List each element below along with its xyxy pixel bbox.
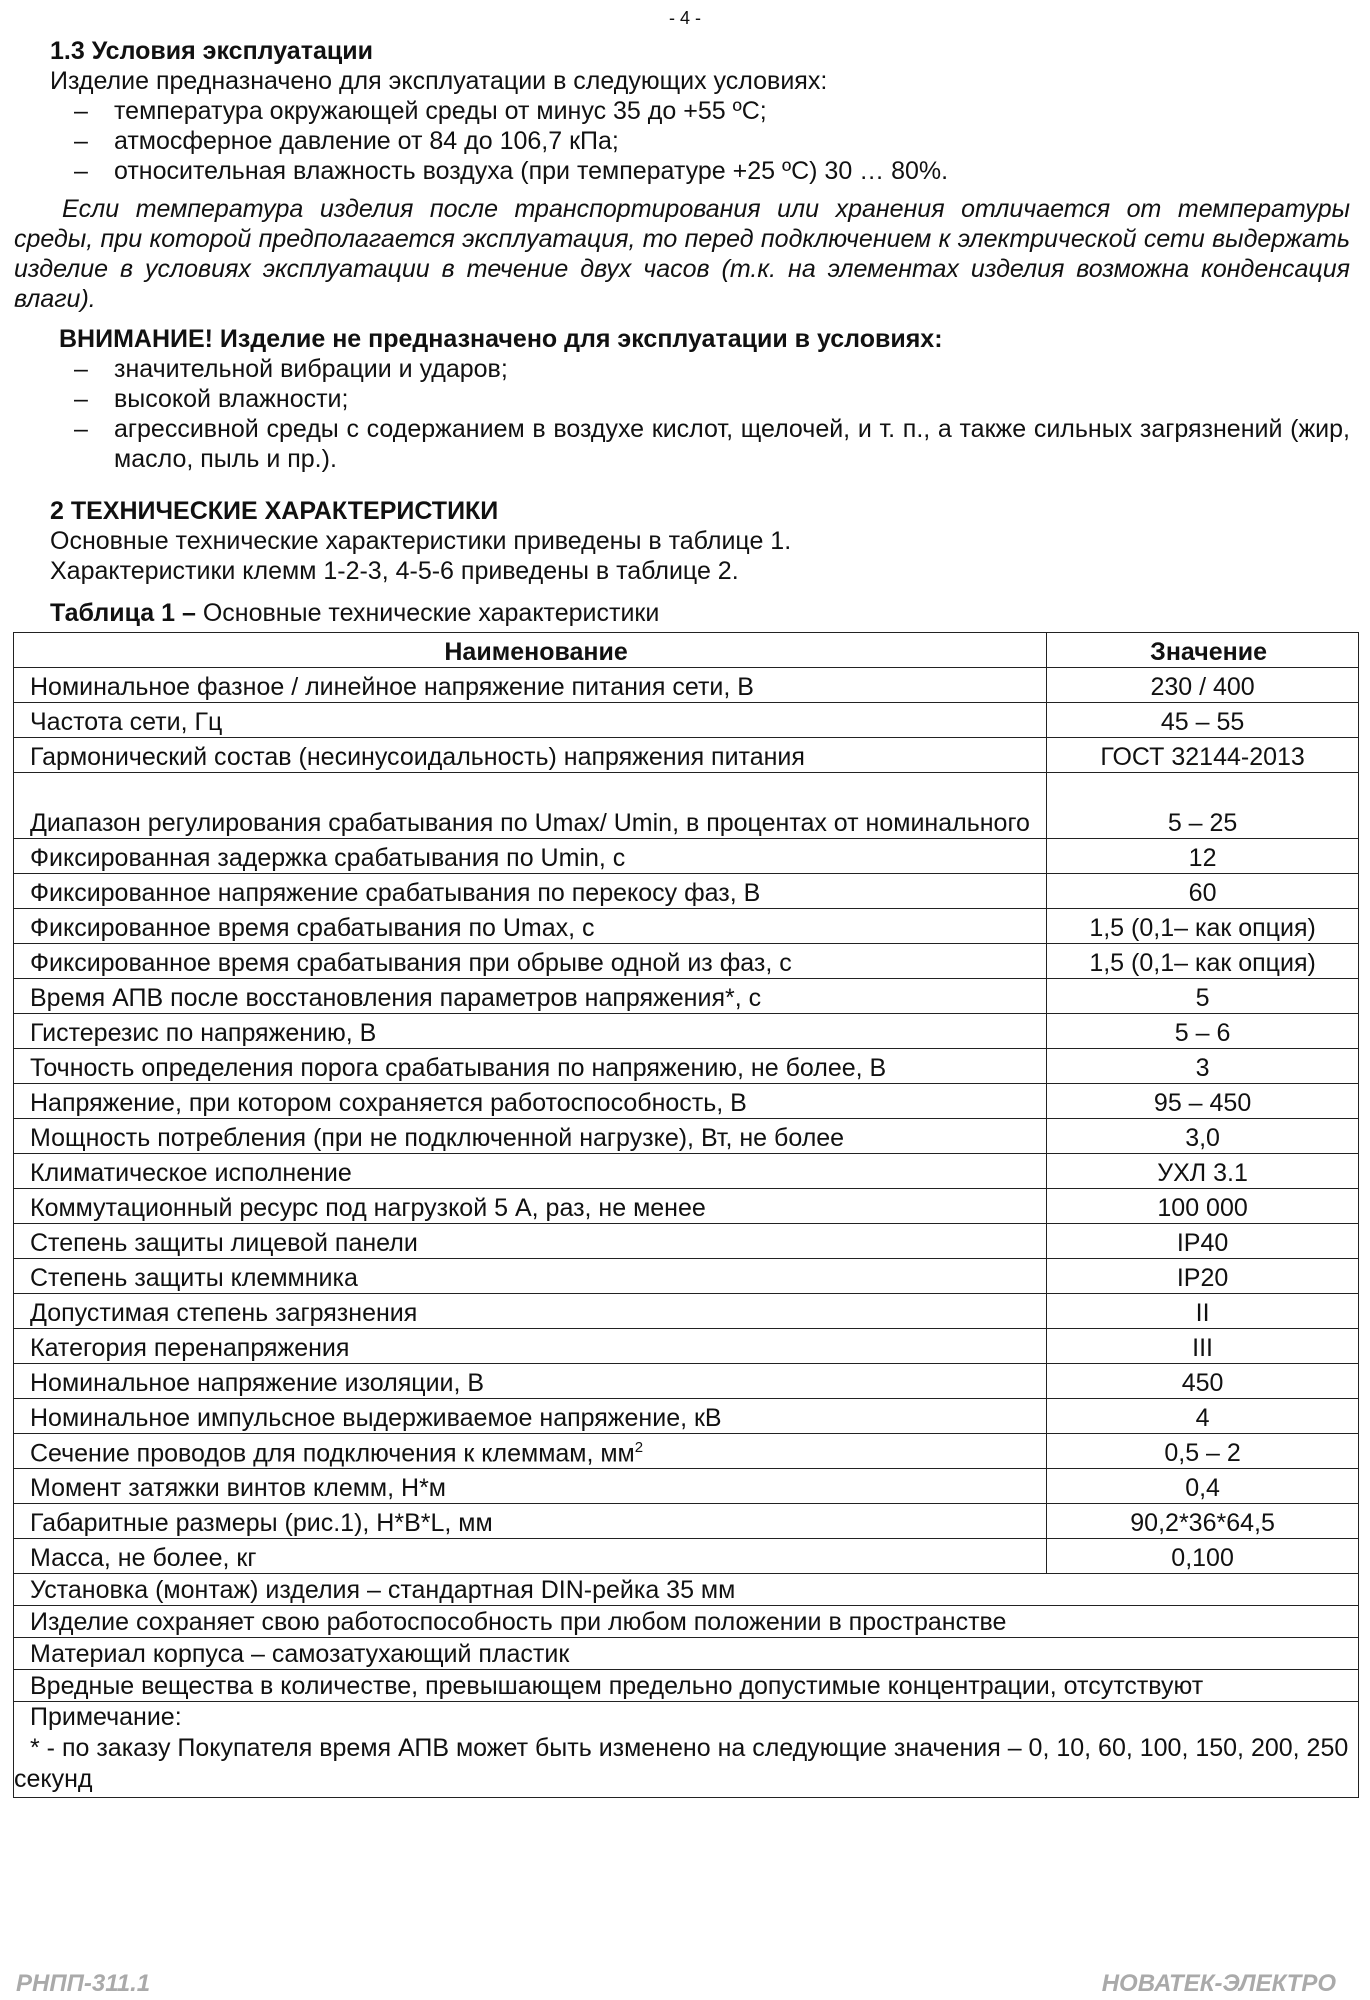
conditions-heading: 1.3 Условия эксплуатации (50, 37, 373, 65)
param-value: II (1047, 1294, 1359, 1329)
param-name: Сечение проводов для подключения к клеммам, $мм^2$ (14, 1434, 1047, 1469)
full-width-row: Вредные вещества в количестве, превышающем предельно допустимые концентрации, отсутствуют (14, 1670, 1359, 1702)
param-value: 12 (1047, 839, 1359, 874)
param-value: 5 (1047, 979, 1359, 1014)
table-label: Таблица 1 – (50, 599, 196, 627)
param-name: Гармонический состав (несинусоидальность) напряжения питания (14, 738, 1047, 773)
note-text: * - по заказу Покупателя время АПВ может быть изменено на следующие значения – 0, 10, 60, 100, 150, 200, 250 секунд (14, 1734, 1349, 1793)
param-value: 5 – 25 (1047, 773, 1359, 839)
company-name: НОВАТЕК-ЭЛЕКТРО (1101, 1970, 1336, 1997)
full-width-row: Материал корпуса – самозатухающий пластик (14, 1638, 1359, 1670)
param-name: Фиксированное время срабатывания по Umax, с (14, 909, 1047, 944)
param-value: УХЛ 3.1 (1047, 1154, 1359, 1189)
param-name: Номинальное импульсное выдерживаемое напряжение, кВ (14, 1399, 1047, 1434)
param-value: 60 (1047, 874, 1359, 909)
param-name: Гистерезис по напряжению, В (14, 1014, 1047, 1049)
table-row (14, 1049, 1359, 1084)
table-row (14, 944, 1359, 979)
column-header-name: Наименование (14, 633, 1047, 668)
table-row (14, 1119, 1359, 1154)
param-value: 100 000 (1047, 1189, 1359, 1224)
param-name: Частота сети, Гц (14, 703, 1047, 738)
document-body (14, 36, 1350, 1798)
table-caption (14, 598, 1350, 628)
table-row (14, 738, 1359, 773)
param-name: Номинальное фазное / линейное напряжение питания сети, В (14, 668, 1047, 703)
param-value: 1,5 (0,1– как опция) (1047, 944, 1359, 979)
table-row (14, 1399, 1359, 1434)
param-name: Фиксированная задержка срабатывания по Umin, с (14, 839, 1047, 874)
list-item: – агрессивной среды с содержанием в воздухе кислот, щелочей, и т. п., а также сильных загрязнений (жир, масло, пыль и пр.). (74, 415, 1350, 473)
table-title: Основные технические характеристики (202, 599, 660, 627)
param-value: 5 – 6 (1047, 1014, 1359, 1049)
param-value: 3 (1047, 1049, 1359, 1084)
table-row (14, 979, 1359, 1014)
param-name: Допустимая степень загрязнения (14, 1294, 1047, 1329)
table-row (14, 839, 1359, 874)
full-width-row: Установка (монтаж) изделия – стандартная DIN-рейка 35 мм (14, 1574, 1359, 1606)
table-row (14, 1224, 1359, 1259)
table-row (14, 1154, 1359, 1189)
table-note (14, 1702, 1359, 1798)
param-name: Габаритные размеры (рис.1), Н*В*L, мм (14, 1504, 1047, 1539)
param-value: 0,100 (1047, 1539, 1359, 1574)
table-row (14, 1294, 1359, 1329)
full-width-row: Изделие сохраняет свою работоспособность при любом положении в пространстве (14, 1606, 1359, 1638)
table-row (14, 1189, 1359, 1224)
table-row (14, 874, 1359, 909)
warning-list (14, 354, 1350, 474)
table-row (14, 1259, 1359, 1294)
note-title: Примечание: (30, 1703, 182, 1731)
param-name: Степень защиты клеммника (14, 1259, 1047, 1294)
param-name: Масса, не более, кг (14, 1539, 1047, 1574)
param-value: 0,4 (1047, 1469, 1359, 1504)
list-item: – относительная влажность воздуха (при температуре +25 ºС) 30 … 80%. (74, 157, 949, 185)
param-value: 95 – 450 (1047, 1084, 1359, 1119)
table-row (14, 1606, 1359, 1638)
table-row (14, 1574, 1359, 1606)
tech-line-2: Характеристики клемм 1-2-3, 4-5-6 приведены в таблице 2. (50, 557, 739, 585)
conditions-list (14, 96, 1350, 186)
param-name: Коммутационный ресурс под нагрузкой 5 А, раз, не менее (14, 1189, 1047, 1224)
table-row (14, 1670, 1359, 1702)
param-value: IP20 (1047, 1259, 1359, 1294)
list-item: – атмосферное давление от 84 до 106,7 кПа; (74, 127, 619, 155)
list-item: – значительной вибрации и ударов; (74, 355, 508, 383)
table-row (14, 1539, 1359, 1574)
table-row (14, 703, 1359, 738)
condensation-note: Если температура изделия после транспортирования или хранения отличается от температуры среды, при которой предполагается эксплуатация, то перед подключением к электрической сети выдержать изделие в условиях эксплуатации в течение двух часов (т.к. на элементах изделия возможна конденсация влаги). (14, 195, 1350, 313)
param-name: Категория перенапряжения (14, 1329, 1047, 1364)
param-value: 450 (1047, 1364, 1359, 1399)
param-value: 1,5 (0,1– как опция) (1047, 909, 1359, 944)
param-name: Мощность потребления (при не подключенной нагрузке), Вт, не более (14, 1119, 1047, 1154)
tech-line-1: Основные технические характеристики приведены в таблице 1. (50, 527, 792, 555)
page-number: - 4 - (668, 8, 701, 28)
param-value: IP40 (1047, 1224, 1359, 1259)
table-row (14, 773, 1359, 839)
warning-heading: ВНИМАНИЕ! Изделие не предназначено для эксплуатации в условиях: (59, 325, 943, 353)
table-row (14, 909, 1359, 944)
table-row (14, 1014, 1359, 1049)
param-name: Номинальное напряжение изоляции, В (14, 1364, 1047, 1399)
table-row (14, 1504, 1359, 1539)
table-row (14, 1084, 1359, 1119)
param-value: 45 – 55 (1047, 703, 1359, 738)
spec-table (13, 632, 1359, 1798)
param-name: Климатическое исполнение (14, 1154, 1047, 1189)
conditions-intro: Изделие предназначено для эксплуатации в следующих условиях: (50, 67, 828, 95)
table-row (14, 668, 1359, 703)
param-value: 90,2*36*64,5 (1047, 1504, 1359, 1539)
tech-heading: 2 ТЕХНИЧЕСКИЕ ХАРАКТЕРИСТИКИ (50, 497, 499, 525)
table-row (14, 1469, 1359, 1504)
table-row (14, 1329, 1359, 1364)
param-name: Степень защиты лицевой панели (14, 1224, 1047, 1259)
param-name: Фиксированное время срабатывания при обрыве одной из фаз, с (14, 944, 1047, 979)
list-item: – температура окружающей среды от минус 35 до +55 ºС; (74, 97, 767, 125)
param-name: Время АПВ после восстановления параметров напряжения*, с (14, 979, 1047, 1014)
param-name: Точность определения порога срабатывания по напряжению, не более, В (14, 1049, 1047, 1084)
param-value: 4 (1047, 1399, 1359, 1434)
doc-code: РНПП-311.1 (16, 1970, 151, 1997)
table-row (14, 1434, 1359, 1469)
table-row (14, 1364, 1359, 1399)
param-value: 0,5 – 2 (1047, 1434, 1359, 1469)
param-value: III (1047, 1329, 1359, 1364)
list-item: – высокой влажности; (74, 385, 349, 413)
param-value: 3,0 (1047, 1119, 1359, 1154)
param-name: Момент затяжки винтов клемм, Н*м (14, 1469, 1047, 1504)
param-value: ГОСТ 32144-2013 (1047, 738, 1359, 773)
table-note-row (14, 1702, 1359, 1798)
table-row (14, 1638, 1359, 1670)
param-name: Фиксированное напряжение срабатывания по перекосу фаз, В (14, 874, 1047, 909)
param-value: 230 / 400 (1047, 668, 1359, 703)
param-name: Напряжение, при котором сохраняется работоспособность, В (14, 1084, 1047, 1119)
param-name: Диапазон регулирования срабатывания по Umax/ Umin, в процентах от номинального (14, 773, 1047, 839)
column-header-value: Значение (1047, 633, 1359, 668)
